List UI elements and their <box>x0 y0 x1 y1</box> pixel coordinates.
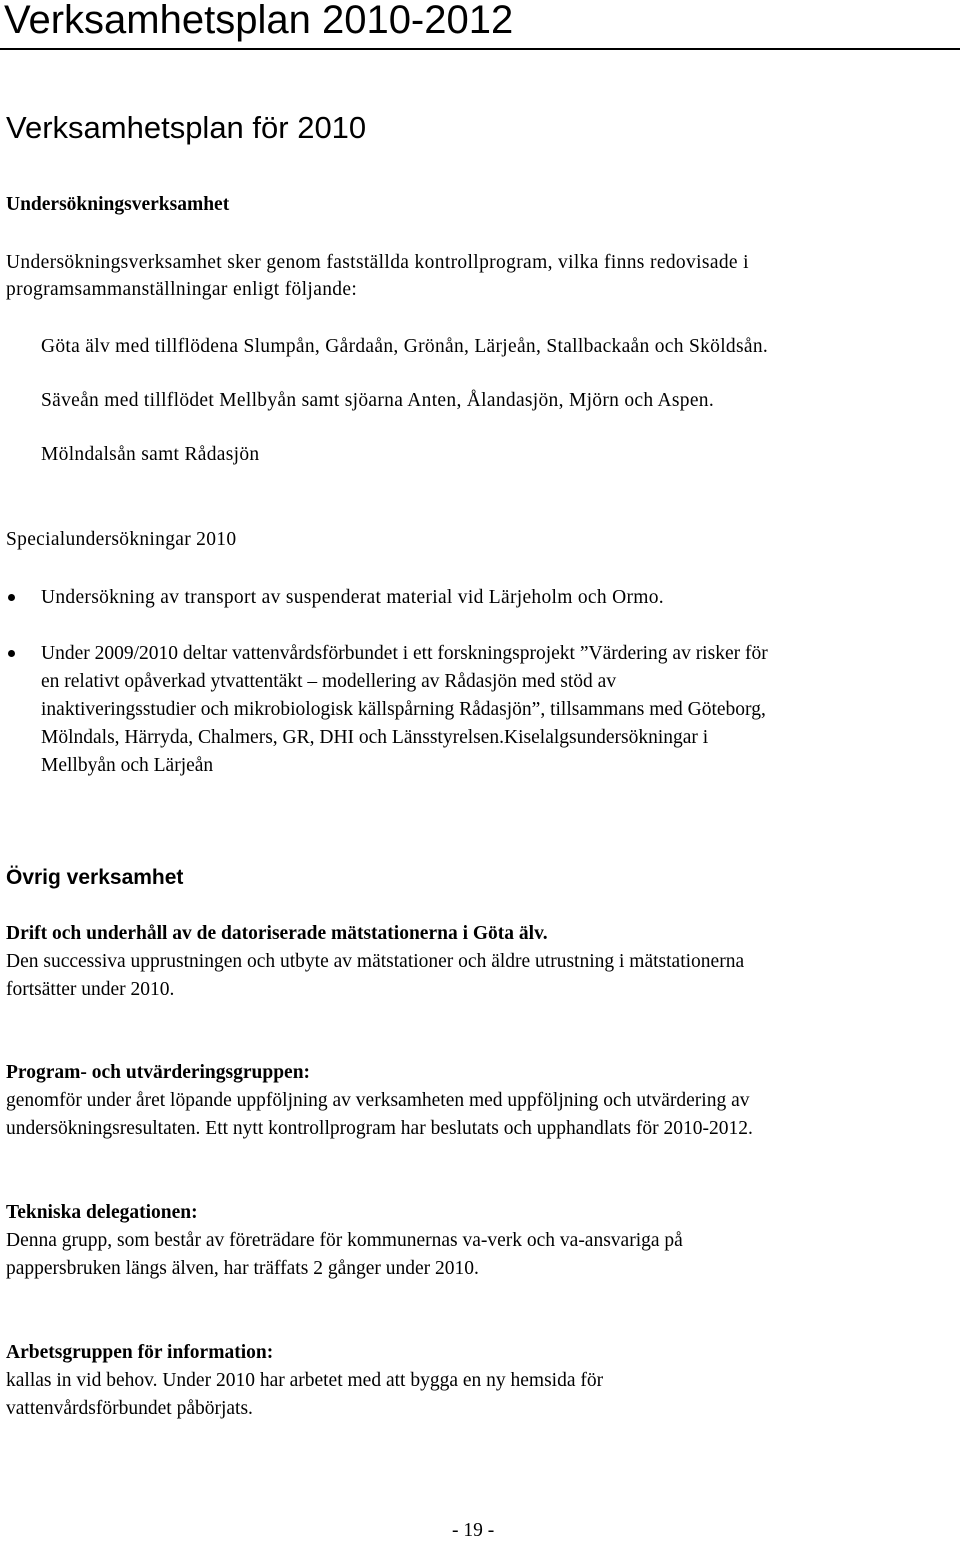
program-item-molndalsan: Mölndalsån samt Rådasjön <box>41 444 260 465</box>
section-title: Verksamhetsplan för 2010 <box>6 110 367 145</box>
info-line-1: kallas in vid behov. Under 2010 har arbetet med att bygga en ny hemsida för <box>6 1370 604 1391</box>
document-title: Verksamhetsplan 2010-2012 <box>4 0 514 42</box>
drift-line-2: fortsätter under 2010. <box>6 979 175 1000</box>
special-item-research-line-2: en relativt opåverkad ytvattentäkt – modellering av Rådasjön med stöd av <box>41 671 617 692</box>
bullet-icon <box>8 650 15 657</box>
bullet-icon <box>8 594 15 601</box>
ovrig-heading: Övrig verksamhet <box>6 866 184 889</box>
program-item-gota-alv: Göta älv med tillflödena Slumpån, Gårdaån, Grönån, Lärjeån, Stallbackaån och Sköldsån. <box>41 336 769 357</box>
special-heading: Specialundersökningar 2010 <box>6 529 237 550</box>
title-underline <box>0 48 960 50</box>
info-line-2: vattenvårdsförbundet påbörjats. <box>6 1398 253 1419</box>
info-heading: Arbetsgruppen för information: <box>6 1342 274 1363</box>
page-number: - 19 - <box>452 1520 495 1541</box>
program-group-line-2: undersökningsresultaten. Ett nytt kontrollprogram har beslutats och upphandlats för 2010-2012. <box>6 1118 753 1139</box>
intro-line-1: Undersökningsverksamhet sker genom fastställda kontrollprogram, vilka finns redovisade i <box>6 252 749 273</box>
program-item-savean: Säveån med tillflödet Mellbyån samt sjöarna Anten, Ålandasjön, Mjörn och Aspen. <box>41 390 715 411</box>
special-item-research-line-3: inaktiveringsstudier och mikrobiologisk källspårning Rådasjön”, tillsammans med Göteborg, <box>41 699 766 720</box>
intro-line-2: programsammanställningar enligt följande: <box>6 279 358 300</box>
tekniska-line-2: pappersbruken längs älven, har träffats 2 gånger under 2010. <box>6 1258 479 1279</box>
special-item-research-line-5: Mellbyån och Lärjeån <box>41 755 214 776</box>
drift-line-1: Den successiva upprustningen och utbyte av mätstationer och äldre utrustning i mätstationerna <box>6 951 745 972</box>
drift-heading: Drift och underhåll av de datoriserade mätstationerna i Göta älv. <box>6 923 548 944</box>
special-item-transport: Undersökning av transport av suspenderat material vid Lärjeholm och Ormo. <box>41 587 664 608</box>
program-group-line-1: genomför under året löpande uppföljning av verksamheten med uppföljning och utvärdering av <box>6 1090 750 1111</box>
tekniska-heading: Tekniska delegationen: <box>6 1202 198 1223</box>
program-group-heading: Program- och utvärderingsgruppen: <box>6 1062 311 1083</box>
special-item-research-line-1: Under 2009/2010 deltar vattenvårdsförbundet i ett forskningsprojekt ”Värdering av risker för <box>41 643 768 664</box>
undersokning-heading: Undersökningsverksamhet <box>6 194 230 215</box>
tekniska-line-1: Denna grupp, som består av företrädare för kommunernas va-verk och va-ansvariga på <box>6 1230 683 1251</box>
special-item-research-line-4: Mölndals, Härryda, Chalmers, GR, DHI och Länsstyrelsen.Kiselalgsundersökningar i <box>41 727 709 748</box>
